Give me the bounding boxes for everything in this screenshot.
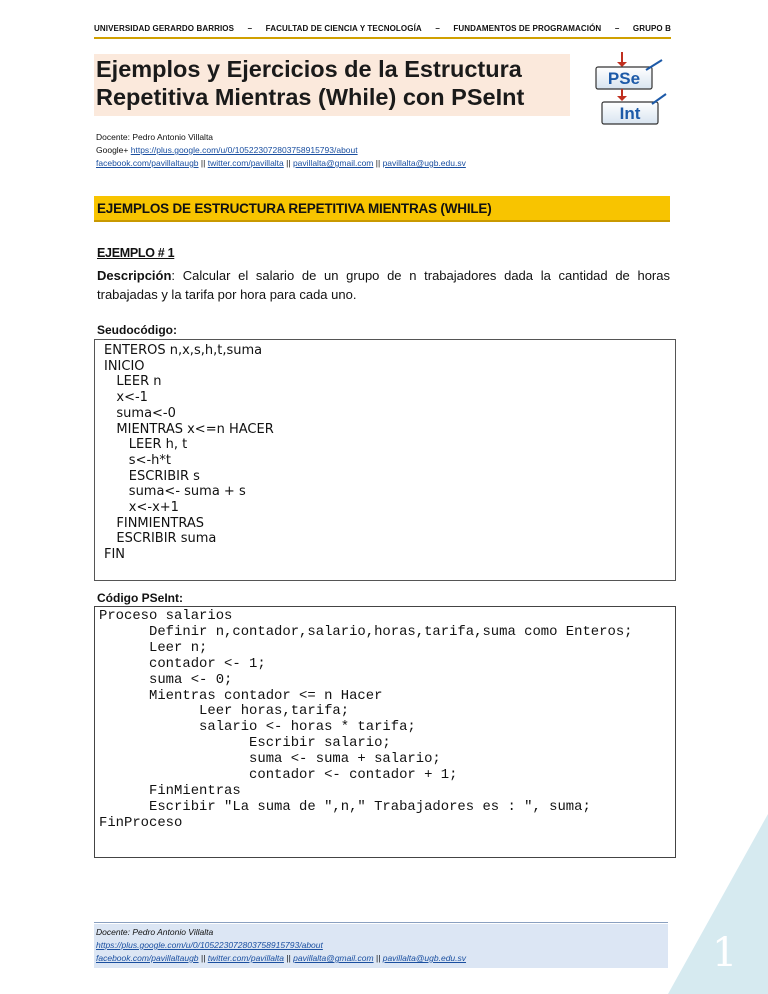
logo-text-bottom: Int: [619, 104, 641, 123]
pseudocode-line: ESCRIBIR s: [104, 468, 200, 484]
footer-twitter-link[interactable]: twitter.com/pavillalta: [207, 953, 284, 963]
separator: ||: [375, 158, 381, 168]
footer-ugb-link[interactable]: pavillalta@ugb.edu.sv: [382, 953, 467, 963]
page-title: [96, 55, 576, 111]
code-line: suma <- 0;: [99, 671, 233, 688]
header-rule: [94, 37, 671, 39]
separator: ||: [375, 953, 381, 963]
code-line: Leer horas,tarifa;: [99, 703, 350, 720]
description-text: : Calcular el salario de un grupo de n trabajadores dada la cantidad de horas trabajadas y la tarifa por hora para cada uno.: [97, 268, 670, 302]
pseudocode-block: [104, 343, 274, 563]
separator: ||: [286, 953, 291, 963]
twitter-link[interactable]: twitter.com/pavillalta: [207, 158, 284, 168]
pseudocode-line: s<-h*t: [104, 452, 171, 468]
header-dash-1: –: [247, 23, 253, 33]
pseudocode-line: suma<-0: [104, 405, 176, 421]
pseudocode-line: LEER n: [104, 374, 162, 390]
section-title: EJEMPLOS DE ESTRUCTURA REPETITIVA MIENTRAS (WHILE): [97, 201, 492, 216]
header-course: FUNDAMENTOS DE PROGRAMACIÓN: [453, 23, 602, 33]
pseudocode-label: Seudocódigo:: [97, 323, 177, 337]
code-line: contador <- contador + 1;: [99, 767, 458, 784]
code-line: salario <- horas * tarifa;: [99, 719, 416, 736]
code-line: FinProceso: [99, 814, 183, 831]
header-group: GRUPO B: [632, 23, 671, 33]
pseudocode-line: FIN: [104, 547, 126, 563]
header-faculty: FACULTAD DE CIENCIA Y TECNOLOGÍA: [265, 23, 422, 33]
header-university: UNIVERSIDAD GERARDO BARRIOS: [94, 23, 235, 33]
author-block: [96, 131, 676, 170]
author-social-line: [96, 157, 676, 170]
footer-facebook-link[interactable]: facebook.com/pavillaltaugb: [96, 953, 199, 963]
running-header: [94, 20, 671, 36]
pseudocode-line: MIENTRAS x<=n HACER: [104, 421, 274, 437]
author-docente: Docente: Pedro Antonio Villalta: [96, 132, 214, 142]
footer-social-line: [96, 952, 666, 965]
page-number: 1: [712, 930, 738, 976]
logo-text-top: PSe: [607, 69, 641, 88]
code-label: Código PSeInt:: [97, 591, 183, 605]
separator: ||: [286, 158, 291, 168]
gmail-link[interactable]: pavillalta@gmail.com: [292, 158, 374, 168]
google-label: Google+: [96, 145, 129, 155]
pseudocode-line: INICIO: [104, 358, 145, 374]
code-line: Escribir salario;: [99, 735, 391, 752]
code-line: Escribir "La suma de ",n," Trabajadores es : ", suma;: [99, 798, 591, 815]
pseudocode-line: x<-x+1: [104, 500, 179, 516]
code-line: FinMientras: [99, 782, 241, 799]
header-dash-2: –: [435, 23, 440, 33]
code-line: contador <- 1;: [99, 655, 266, 672]
pseudocode-line: suma<- suma + s: [104, 484, 246, 500]
pseudocode-line: ESCRIBIR suma: [104, 531, 217, 547]
example-description: [97, 266, 670, 304]
separator: ||: [200, 158, 206, 168]
author-google-line: [96, 144, 676, 157]
code-line: Definir n,contador,salario,horas,tarifa,suma como Enteros;: [99, 623, 633, 640]
code-line: Mientras contador <= n Hacer: [99, 687, 383, 704]
code-block: [99, 609, 633, 832]
header-dash-3: –: [614, 23, 620, 33]
code-line: suma <- suma + salario;: [99, 751, 441, 768]
google-plus-link[interactable]: https://plus.google.com/u/0/105223072803758915793/about: [130, 145, 358, 155]
separator: ||: [200, 953, 206, 963]
footer-text: [96, 926, 666, 965]
footer-docente: Docente: Pedro Antonio Villalta: [96, 927, 214, 937]
example-title: EJEMPLO # 1: [97, 246, 175, 260]
pseudocode-line: FINMIENTRAS: [104, 515, 205, 531]
pseudocode-line: ENTEROS n,x,s,h,t,suma: [104, 343, 263, 358]
footer-google-link[interactable]: https://plus.google.com/u/0/105223072803758915793/about: [96, 940, 323, 950]
pseudocode-line: LEER h, t: [104, 437, 188, 453]
title-line-1: Ejemplos y Ejercicios de la Estructura: [96, 56, 522, 82]
footer-gmail-link[interactable]: pavillalta@gmail.com: [293, 953, 374, 963]
description-label: Descripción: [97, 268, 172, 283]
footer-rule: [94, 922, 668, 923]
title-line-2: Repetitiva Mientras (While) con PSeInt: [96, 84, 525, 110]
facebook-link[interactable]: facebook.com/pavillaltaugb: [96, 158, 199, 168]
code-line: Proceso salarios: [99, 608, 233, 624]
pseint-logo: [582, 52, 668, 128]
ugb-email-link[interactable]: pavillalta@ugb.edu.sv: [382, 158, 466, 168]
code-line: Leer n;: [99, 639, 208, 656]
pseudocode-line: x<-1: [104, 390, 148, 406]
